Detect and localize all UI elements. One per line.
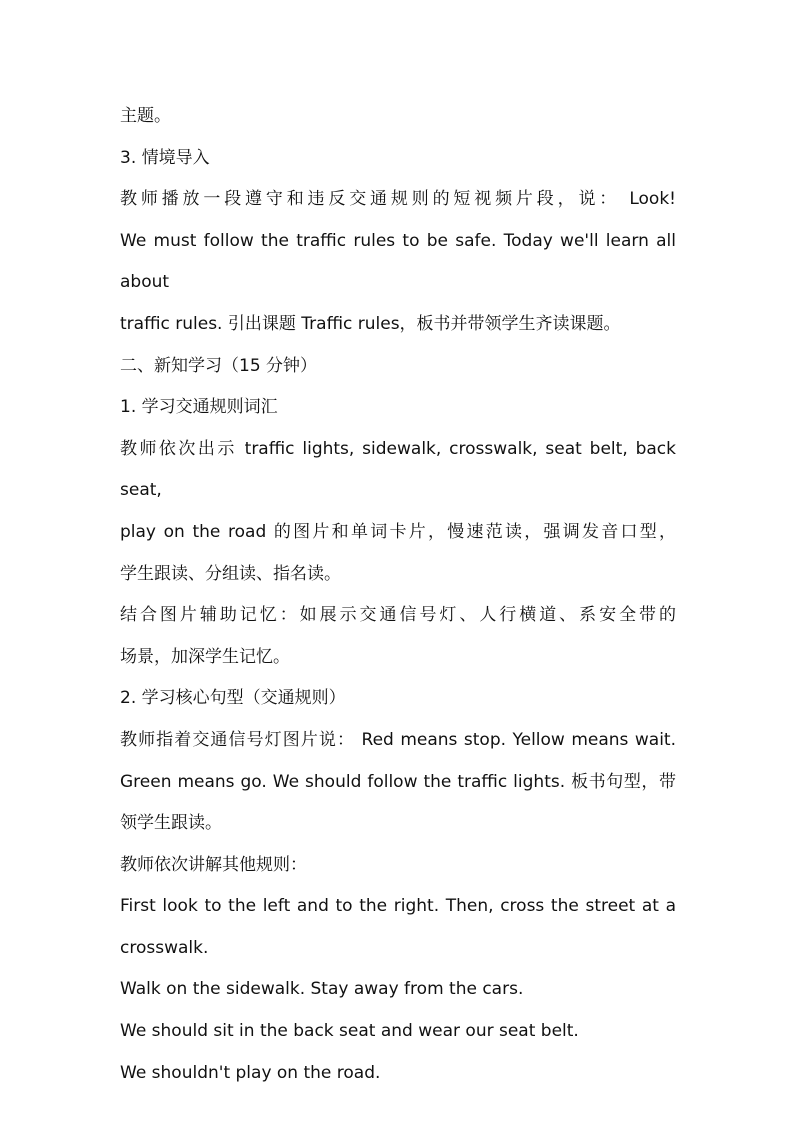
- paragraph-line: Green means go. We should follow the traffic lights. 板书句型，带: [120, 771, 676, 792]
- paragraph-line: 教师依次出示 traffic lights, sidewalk, crosswalk, seat belt, back seat,: [120, 438, 676, 501]
- section-heading-scene-intro: 3. 情境导入: [120, 147, 210, 168]
- paragraph-line: We shouldn't play on the road.: [120, 1062, 381, 1083]
- paragraph-line: 结合图片辅助记忆：如展示交通信号灯、人行横道、系安全带的: [120, 605, 676, 626]
- paragraph-line: traffic rules. 引出课题 Traffic rules，板书并带领学生齐读课题。: [120, 313, 621, 334]
- paragraph-line: 场景，加深学生记忆。: [120, 646, 290, 667]
- paragraph-line: 教师指着交通信号灯图片说： Red means stop. Yellow means wait.: [120, 729, 676, 750]
- paragraph-line: play on the road 的图片和单词卡片，慢速范读，强调发音口型，: [120, 521, 676, 542]
- paragraph-line: 教师依次讲解其他规则：: [120, 854, 307, 875]
- paragraph-line: 学生跟读、分组读、指名读。: [120, 563, 341, 584]
- paragraph-line: 主题。: [120, 106, 171, 126]
- section-heading-new-learning: 二、新知学习（15 分钟）: [120, 355, 318, 376]
- paragraph-line: First look to the left and to the right. Then, cross the street at a: [120, 896, 676, 917]
- paragraph-line: We should sit in the back seat and wear our seat belt.: [120, 1021, 579, 1042]
- section-heading-core-sentences: 2. 学习核心句型（交通规则）: [120, 688, 346, 709]
- lesson-plan-body: [120, 96, 676, 1094]
- paragraph-line: crosswalk.: [120, 937, 209, 958]
- paragraph-line: 教师播放一段遵守和违反交通规则的短视频片段，说： Look!: [120, 189, 676, 210]
- paragraph-line: We must follow the traffic rules to be safe. Today we'll learn all about: [120, 230, 676, 293]
- paragraph-line: 领学生跟读。: [120, 813, 222, 834]
- section-heading-vocabulary: 1. 学习交通规则词汇: [120, 397, 278, 418]
- paragraph-line: Walk on the sidewalk. Stay away from the cars.: [120, 979, 524, 1000]
